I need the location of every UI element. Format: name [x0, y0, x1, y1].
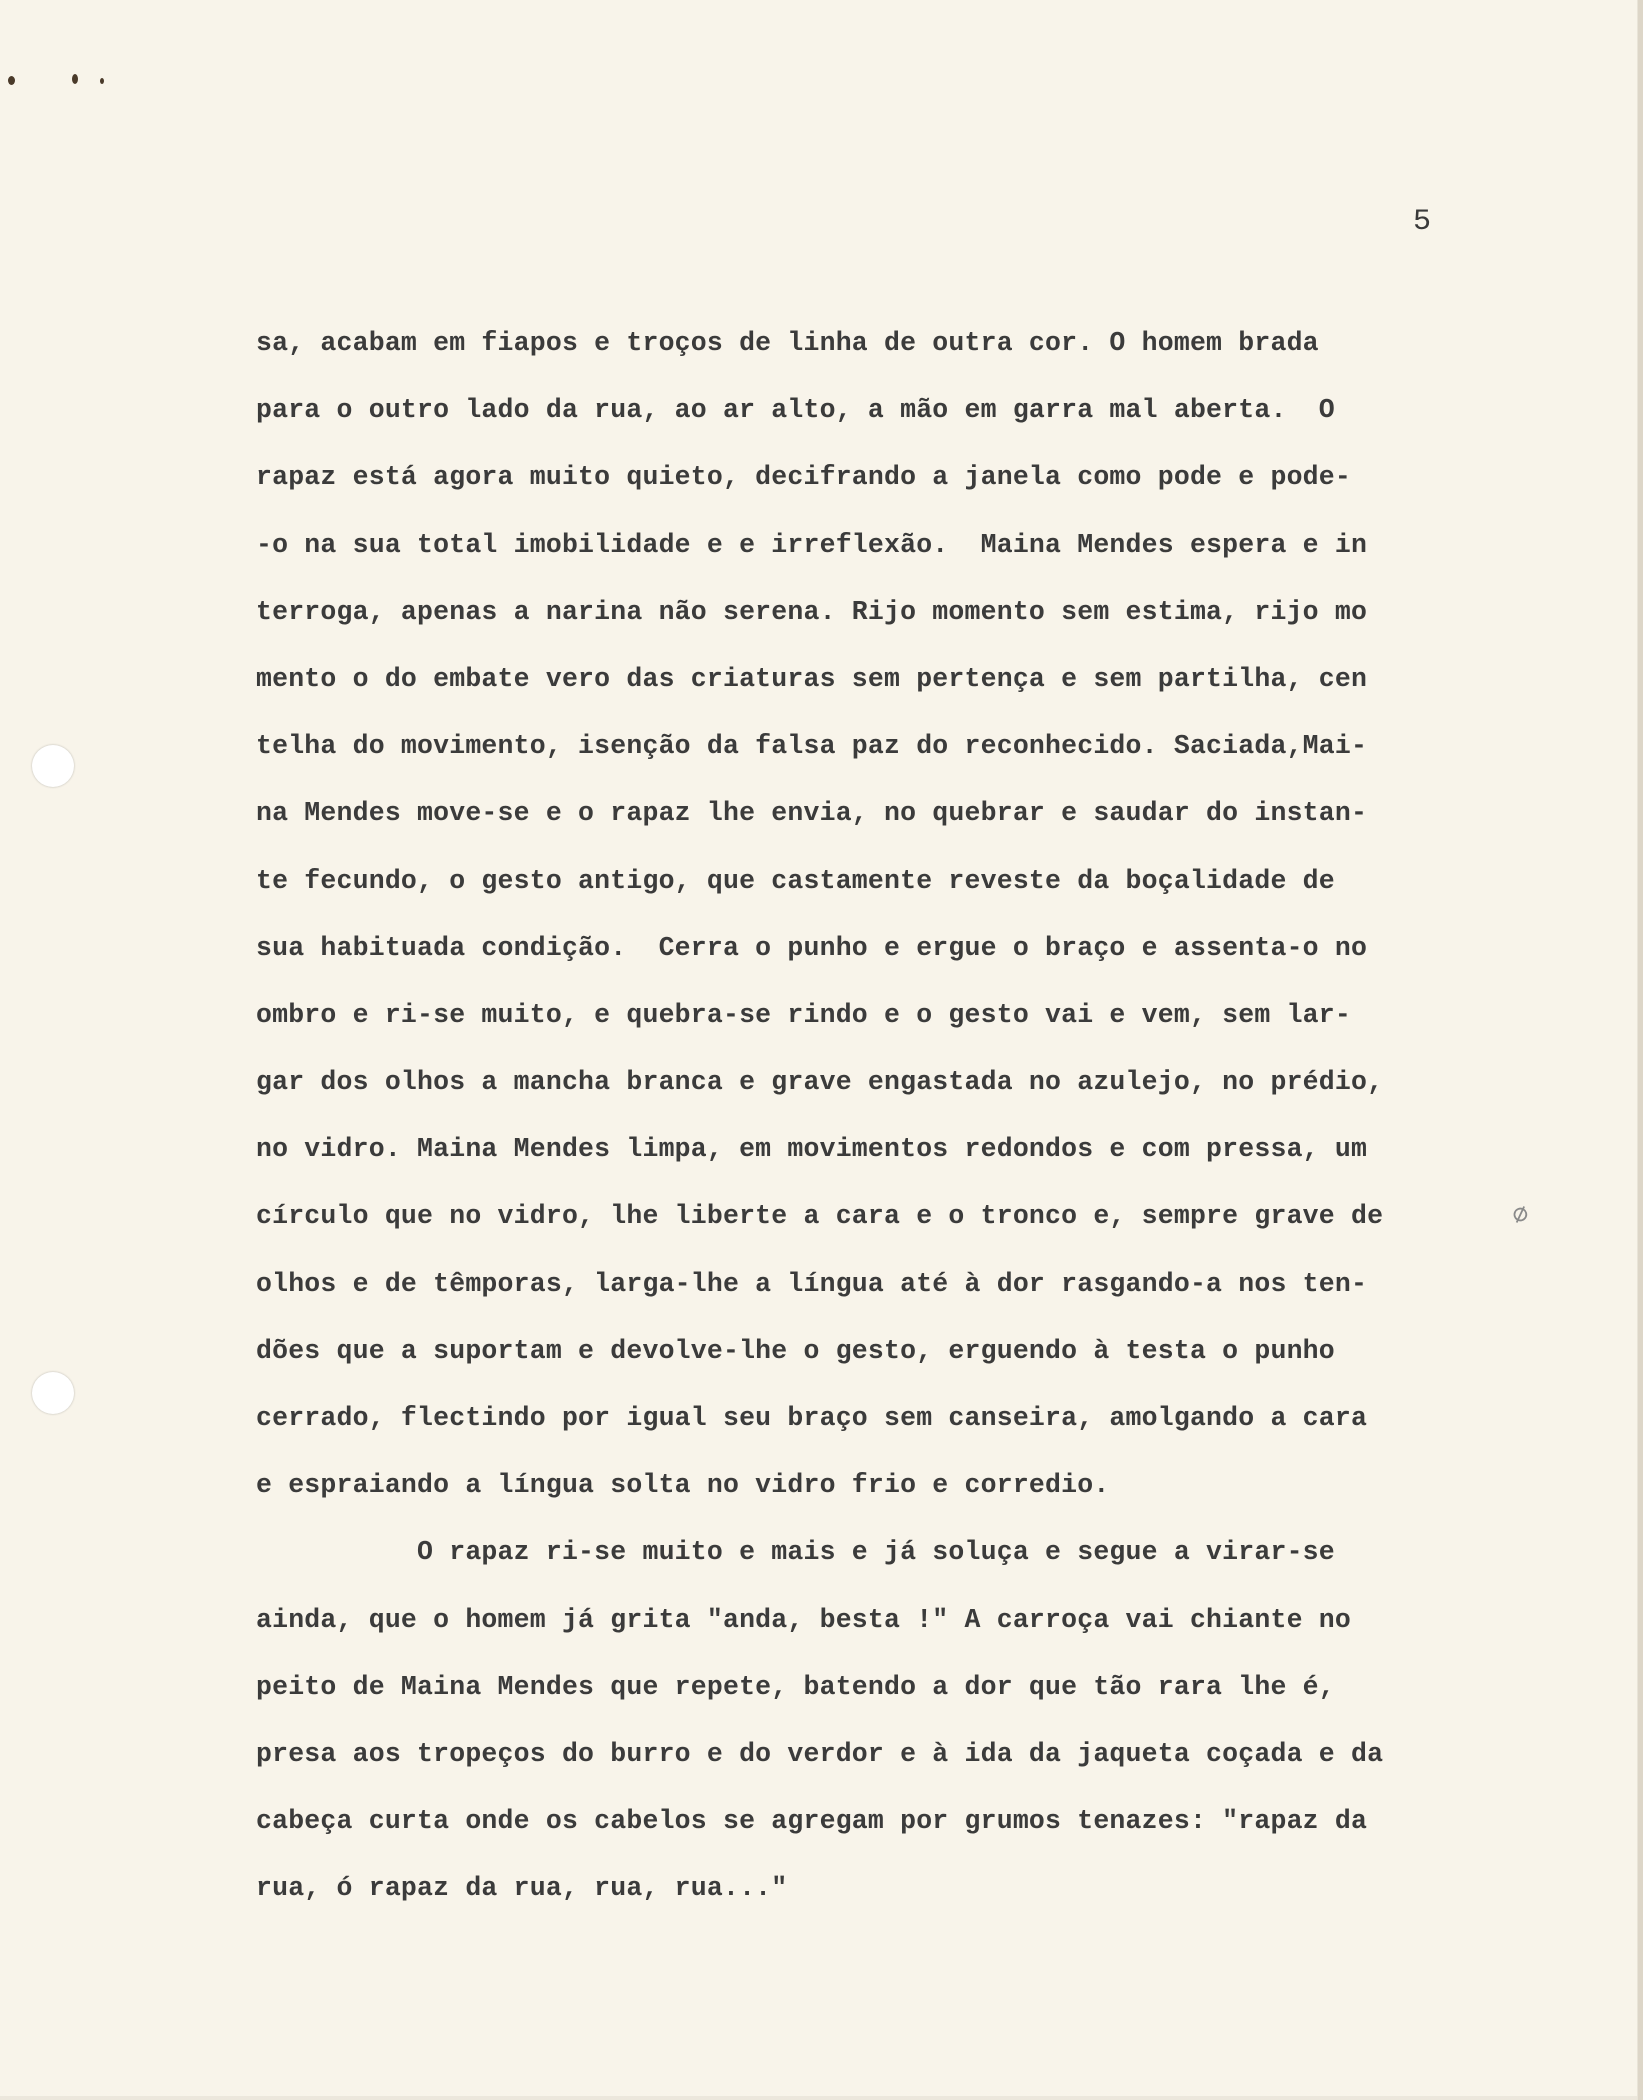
text-line: no vidro. Maina Mendes limpa, em movimentos redondos e com pressa, um: [256, 1134, 1368, 1165]
text-line: telha do movimento, isenção da falsa paz do reconhecido. Saciada,Mai-: [256, 731, 1368, 762]
text-line: para o outro lado da rua, ao ar alto, a mão em garra mal aberta. O: [256, 395, 1335, 426]
text-line: cerrado, flectindo por igual seu braço sem canseira, amolgando a cara: [256, 1403, 1368, 1433]
ink-speck: [72, 74, 78, 84]
text-line: dões que a suportam e devolve-lhe o gesto, erguendo à testa o punho: [256, 1335, 1335, 1366]
text-line: ombro e ri-se muito, e quebra-se rindo e o gesto vai e vem, sem lar-: [256, 999, 1351, 1030]
text-line: sua habituada condição. Cerra o punho e ergue o braço e assenta-o no: [256, 932, 1368, 963]
text-line: olhos e de têmporas, larga-lhe a língua até à dor rasgando-a nos ten-: [256, 1268, 1368, 1299]
text-line: mento o do embate vero das criaturas sem pertença e sem partilha, cen: [256, 663, 1368, 694]
text-line: peito de Maina Mendes que repete, batendo a dor que tão rara lhe é,: [256, 1671, 1335, 1702]
text-line: O rapaz ri-se muito e mais e já soluça e segue a virar-se: [256, 1537, 1335, 1568]
page-number: 5: [1413, 205, 1432, 239]
text-line: gar dos olhos a mancha branca e grave engastada no azulejo, no prédio,: [256, 1067, 1384, 1098]
text-line: na Mendes move-se e o rapaz lhe envia, no quebrar e saudar do instan-: [256, 798, 1368, 829]
text-line: rua, ó rapaz da rua, rua, rua...": [256, 1873, 788, 1904]
paper-edge: [1638, 0, 1643, 2100]
text-line: rapaz está agora muito quieto, decifrando a janela como pode e pode-: [256, 462, 1351, 493]
text-line: terroga, apenas a narina não serena. Rijo momento sem estima, rijo mo: [256, 596, 1368, 627]
text-line: ainda, que o homem já grita "anda, besta !" A carroça vai chiante no: [256, 1604, 1351, 1635]
margin-mark: ⌀: [1507, 1196, 1533, 1230]
text-line: e espraiando a língua solta no vidro frio e corredio.: [256, 1470, 1110, 1501]
ink-speck: [8, 76, 15, 85]
text-line: presa aos tropeços do burro e do verdor e à ida da jaqueta coçada e da: [256, 1738, 1384, 1769]
body-text: [256, 310, 1486, 1923]
ink-speck: [100, 78, 104, 84]
punch-hole: [32, 745, 74, 787]
text-line: círculo que no vidro, lhe liberte a cara e o tronco e, sempre grave de: [256, 1201, 1384, 1232]
text-line: cabeça curta onde os cabelos se agregam por grumos tenazes: "rapaz da: [256, 1806, 1368, 1837]
punch-hole: [32, 1372, 74, 1414]
text-line: sa, acabam em fiapos e troços de linha de outra cor. O homem brada: [256, 328, 1319, 358]
text-line: te fecundo, o gesto antigo, que castamente reveste da boçalidade de: [256, 865, 1335, 896]
text-line: -o na sua total imobilidade e e irreflexão. Maina Mendes espera e in: [256, 529, 1368, 560]
